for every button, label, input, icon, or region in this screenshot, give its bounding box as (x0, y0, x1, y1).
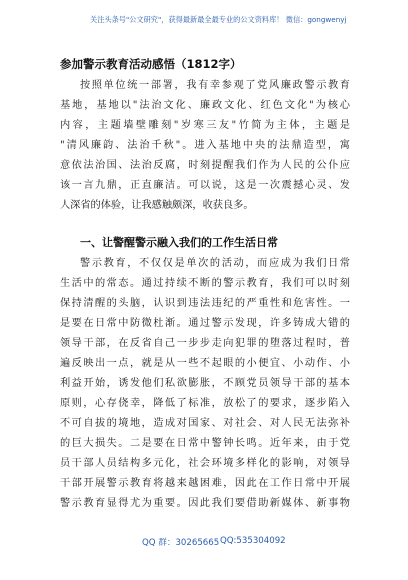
section-line: 利益开始，诱发他们私欲膨胀，不顾党员领导干部的基本 (60, 378, 350, 389)
intro-paragraph (60, 76, 350, 216)
section-line: 员干部人员结构多元化，社会环境多样化的影响，对领导 (60, 458, 350, 469)
footer-qq: QQ:535304092 (220, 536, 286, 546)
banner-text: 关注头条号"公文研究"，获得最新最全最专业的公文资料库！ 微信：gongwenyj (90, 15, 347, 24)
top-banner (0, 0, 408, 46)
intro-line: 该一言九鼎，正直廉洁。可以说，这是一次震撼心灵、发 (60, 180, 350, 191)
section-line: 是要在日常中防微杜渐。通过警示发现，许多铸成大错的 (60, 318, 350, 329)
section-line: 保持清醒的头脑，认识到违法违纪的严重性和危害性。一 (60, 298, 350, 309)
intro-line: 人深省的体验，让我感触颇深，收获良多。 (60, 200, 254, 211)
intro-line: 按照单位统一部署，我有幸参观了党风廉政警示教育 (80, 80, 350, 91)
section-line: 原则，心存侥幸，降低了标准，放松了的要求，逐步陷入 (60, 398, 350, 409)
intro-line: 意依法治国、法治反腐，时刻提醒我们作为人民的公仆应 (60, 160, 350, 171)
section-line: 干部开展警示教育将越来越困难，因此在工作日常中开展 (60, 478, 350, 489)
section-line: 警示教育显得尤为重要。因此我们要借助新媒体、新事物 (60, 498, 350, 509)
intro-line: "清风廉韵、法治千秋"。进入基地中央的法鼎造型，寓 (60, 140, 350, 151)
section-line: 遍反映出一点，就是从一些不起眼的小便宜、小动作、小 (60, 358, 350, 369)
section-line: 警示教育，不仅仅是单次的活动，而应成为我们日常 (80, 258, 350, 269)
footer-qq-group: QQ 群：30265665 (142, 538, 220, 548)
section-line: 不可自拔的境地，造成对国家、对社会、对人民无法弥补 (60, 418, 350, 429)
section-line: 生活中的常态。通过持续不断的警示教育，我们可以时刻 (60, 278, 350, 289)
page-title: 参加警示教育活动感悟（1812字） (60, 57, 242, 71)
section-heading: 一、让警醒警示融入我们的工作生活日常 (80, 236, 278, 249)
intro-line: 基地，基地以"法治文化、廉政文化、红色文化"为核心 (60, 100, 350, 111)
section-line: 领导干部，在反省自己一步步走向犯罪的堕落过程时，普 (60, 338, 350, 349)
intro-line: 内容，主题墙壁雕刻"岁寒三友"竹简为主体，主题是 (60, 120, 350, 131)
section-paragraph (60, 254, 350, 514)
section-line: 的巨大损失。二是要在日常中警钟长鸣。近年来，由于党 (60, 438, 350, 449)
footer (0, 534, 408, 554)
